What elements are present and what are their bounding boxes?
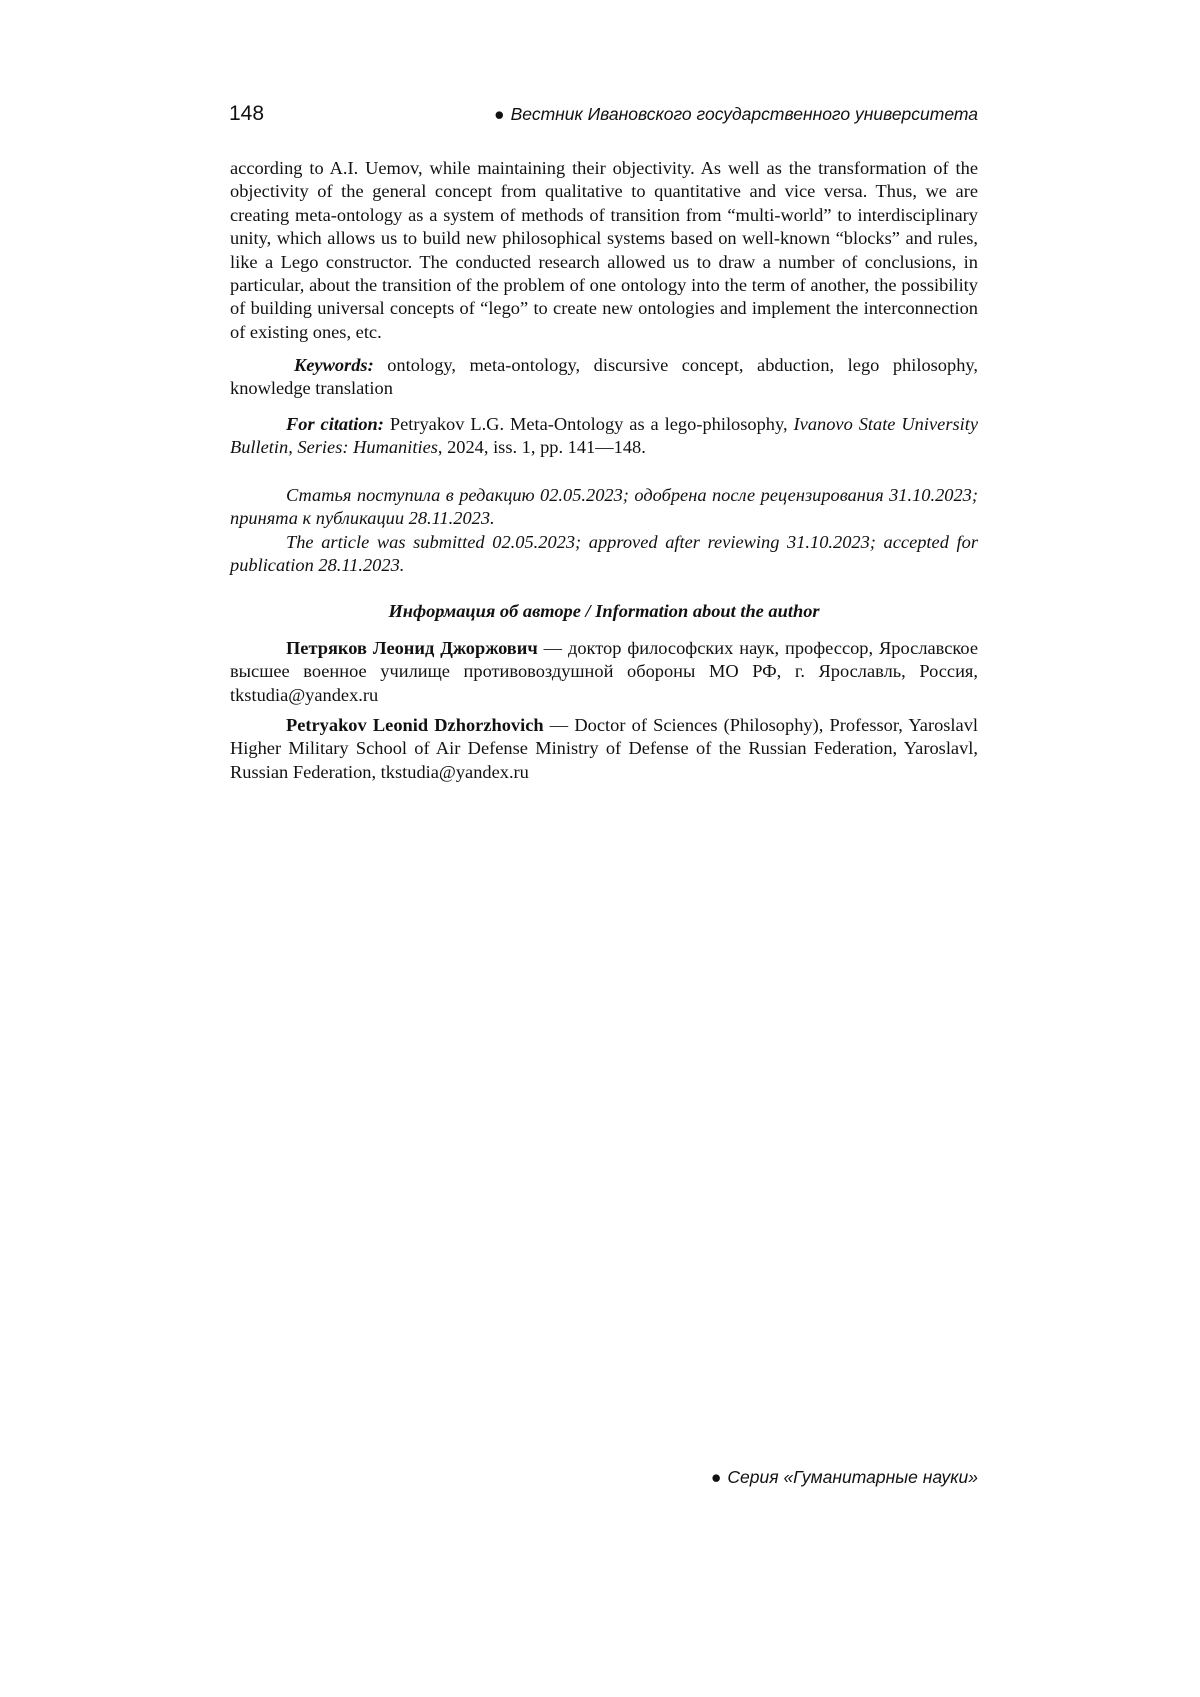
citation-paragraph bbox=[230, 413, 978, 460]
citation-pages: , 2024, iss. 1, pp. 141—148. bbox=[437, 437, 646, 458]
author-info-ru bbox=[230, 637, 978, 707]
article-dates bbox=[230, 484, 978, 578]
author-details-ru: — доктор философских наук, профессор, Ярославское высшее военное училище противовоздушной обороны МО РФ, г. Ярославль, Россия, tkstudia@yandex.ru bbox=[230, 638, 978, 705]
abstract-continuation: according to A.I. Uemov, while maintaining their objectivity. As well as the transformation of the objectivity of the general concept from qualitative to quantitative and vice versa. Thus, we are creating meta-ontology as a system of methods of transition from “multi-world” to interdisciplinary unity, which allows us to build new philosophical systems based on well-known “blocks” and rules, like a Lego constructor. The conducted research allowed us to draw a number of conclusions, in particular, about the transition of the problem of one ontology into the term of another, the possibility of building universal concepts of “lego” to create new ontologies and implement the interconnection of existing ones, etc. bbox=[230, 158, 978, 342]
footer-series bbox=[711, 1467, 978, 1488]
keywords-text: ontology, meta-ontology, discursive concept, abduction, lego philosophy, knowledge translation bbox=[230, 355, 978, 399]
dates-en: The article was submitted 02.05.2023; approved after reviewing 31.10.2023; accepted for publication 28.11.2023. bbox=[230, 531, 978, 576]
author-info-en bbox=[230, 714, 978, 784]
journal-title: Вестник Ивановского государственного университета bbox=[510, 104, 978, 124]
citation-journal: Ivanovo State University Bulletin, Series: Humanities bbox=[230, 414, 979, 458]
bullet-icon: ● bbox=[494, 104, 505, 124]
author-name-ru: Петряков Леонид Джоржович bbox=[286, 638, 538, 658]
citation-text: Petryakov L.G. Meta-Ontology as a lego-philosophy, bbox=[383, 414, 794, 434]
author-details-en: — Doctor of Sciences (Philosophy), Professor, Yaroslavl Higher Military School of Air Defense Ministry of Defense of the Russian Federation, Yaroslavl, Russian Federation, tkstudia@yandex.ru bbox=[230, 715, 978, 782]
author-name-en: Petryakov Leonid Dzhorzhovich bbox=[286, 715, 544, 735]
running-head bbox=[494, 104, 978, 125]
footer-bullet-icon: ● bbox=[710, 1467, 722, 1487]
keywords-label: Keywords: bbox=[294, 355, 374, 375]
series-title: Серия «Гуманитарные науки» bbox=[727, 1467, 978, 1487]
keywords-paragraph bbox=[230, 354, 978, 401]
citation-label: For citation: bbox=[286, 414, 384, 434]
author-info-heading: Информация об авторе / Information about the author bbox=[388, 601, 820, 621]
dates-ru: Статья поступила в редакцию 02.05.2023; одобрена после рецензирования 31.10.2023; принята к публикации 28.11.2023. bbox=[230, 485, 978, 529]
page-number: 148 bbox=[229, 102, 265, 125]
